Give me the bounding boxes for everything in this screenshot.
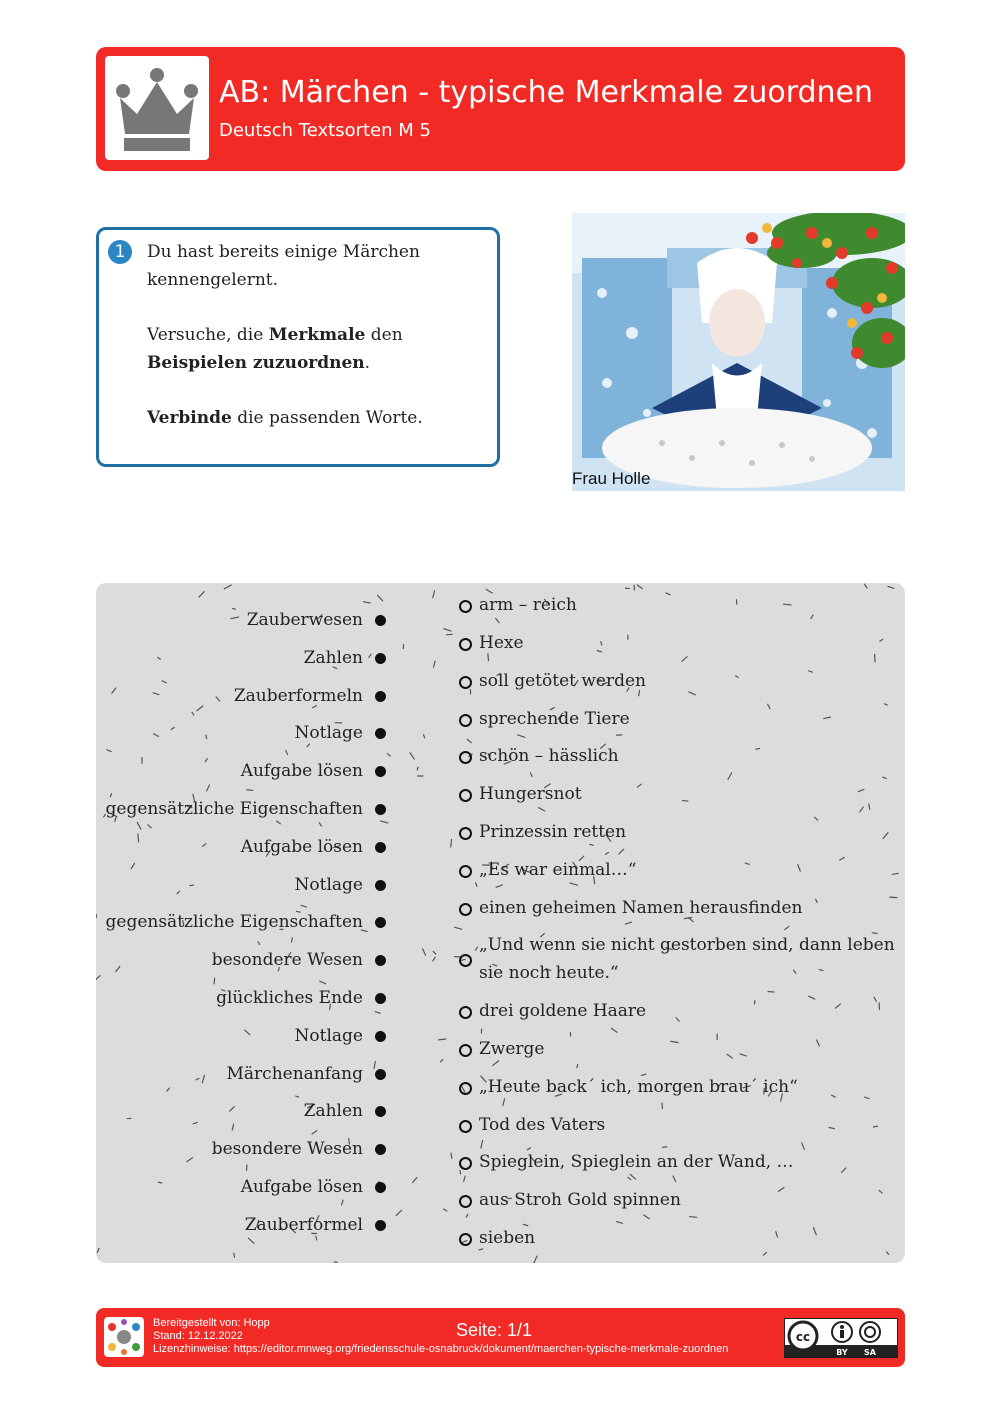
matching-exercise [96, 583, 905, 1263]
cc-license-badge[interactable] [784, 1318, 898, 1358]
feature-label: besondere Wesen [211, 950, 363, 971]
example-connector-dot[interactable] [459, 903, 472, 916]
feature-connector-dot[interactable] [375, 804, 386, 815]
picture-caption: Frau Holle [572, 469, 651, 488]
license-sa-label: SA [864, 1348, 876, 1357]
task-text: den [365, 325, 403, 345]
feature-connector-dot[interactable] [375, 691, 386, 702]
footer-meta [153, 1317, 728, 1356]
date-stamp: Stand: 12.12.2022 [153, 1330, 243, 1342]
example-connector-dot[interactable] [459, 1082, 472, 1095]
frau-holle-illustration [572, 213, 905, 491]
mnweg-logo-icon [104, 1317, 144, 1357]
example-label: einen geheimen Namen herausfinden [479, 898, 803, 918]
example-label: Spieglein, Spieglein an der Wand, … [479, 1152, 794, 1172]
example-label: sprechende Tiere [479, 709, 630, 729]
svg-text:cc: cc [795, 1330, 811, 1344]
example-connector-dot[interactable] [459, 1044, 472, 1057]
mnweg-logo [104, 1317, 144, 1357]
example-connector-dot[interactable] [459, 1157, 472, 1170]
crown-logo [105, 56, 209, 160]
feature-label: gegensätzliche Eigenschaften [105, 799, 363, 819]
task-bold: Beispielen zuzuordnen [147, 353, 365, 373]
task-line-3 [147, 404, 487, 432]
example-connector-dot[interactable] [459, 954, 472, 967]
example-label: sieben [479, 1228, 536, 1248]
example-connector-dot[interactable] [459, 1195, 472, 1208]
example-label: Hexe [479, 633, 524, 653]
task-number: 1 [108, 240, 132, 264]
feature-label: Zauberwesen [246, 610, 363, 630]
feature-connector-dot[interactable] [375, 993, 386, 1004]
license-by-label: BY [836, 1348, 848, 1357]
feature-label: Aufgabe lösen [240, 761, 363, 782]
feature-label: gegensätzliche Eigenschaften [105, 912, 363, 933]
example-connector-dot[interactable] [459, 600, 472, 613]
feature-label: besondere Wesen [211, 1139, 363, 1160]
header-banner [96, 47, 905, 171]
example-label: drei goldene Haare [479, 1001, 647, 1021]
example-label: aus Stroh Gold spinnen [479, 1190, 681, 1210]
page-subtitle: Deutsch Textsorten M 5 [219, 120, 431, 141]
example-connector-dot[interactable] [459, 789, 472, 802]
feature-connector-dot[interactable] [375, 615, 386, 626]
task-instructions [147, 238, 487, 459]
feature-label: Notlage [294, 723, 363, 744]
feature-label: glückliches Ende [216, 988, 363, 1008]
provided-by: Bereitgestellt von: Hopp [153, 1317, 270, 1329]
feature-connector-dot[interactable] [375, 1220, 386, 1231]
example-label: Prinzessin retten [479, 822, 627, 842]
example-connector-dot[interactable] [459, 676, 472, 689]
feature-label: Aufgabe lösen [240, 836, 363, 857]
example-label: „Heute back´ ich, morgen brau´ ich“ [479, 1077, 798, 1097]
feature-connector-dot[interactable] [375, 1069, 386, 1080]
cc-by-sa-icon [785, 1319, 897, 1357]
example-label: Tod des Vaters [479, 1115, 606, 1135]
example-connector-dot[interactable] [459, 751, 472, 764]
feature-label: Märchenanfang [226, 1063, 363, 1084]
task-line-1: Du hast bereits einige Märchen kennengelernt. [147, 242, 420, 290]
feature-connector-dot[interactable] [375, 1182, 386, 1193]
feature-connector-dot[interactable] [375, 653, 386, 664]
feature-label: Notlage [294, 1025, 363, 1046]
example-connector-dot[interactable] [459, 1233, 472, 1246]
task-text: . [364, 353, 371, 373]
example-connector-dot[interactable] [459, 1120, 472, 1133]
page-title: AB: Märchen - typische Merkmale zuordnen [219, 75, 874, 110]
example-connector-dot[interactable] [459, 714, 472, 727]
crown-icon [105, 56, 209, 160]
example-connector-dot[interactable] [459, 827, 472, 840]
example-label: schön – hässlich [479, 746, 619, 766]
feature-connector-dot[interactable] [375, 880, 386, 891]
example-connector-dot[interactable] [459, 638, 472, 651]
example-label: „Es war einmal…“ [479, 860, 637, 880]
example-label: Zwerge [479, 1039, 545, 1059]
example-label: soll getötet werden [479, 671, 647, 691]
example-label: Hungersnot [479, 784, 582, 804]
footer-banner [96, 1308, 905, 1367]
page-number: Seite: 1/1 [456, 1320, 533, 1340]
feature-label: Zahlen [303, 1101, 363, 1122]
task-bold: Merkmale [268, 325, 366, 345]
license-link[interactable]: Lizenzhinweise: https://editor.mnweg.org/friedensschule-osnabruck/dokument/maerchen-typische-merkmale-zuordnen [153, 1343, 729, 1355]
task-line-2 [147, 321, 487, 377]
task-bold: Verbinde [147, 408, 232, 428]
feature-connector-dot[interactable] [375, 1031, 386, 1042]
feature-connector-dot[interactable] [375, 842, 386, 853]
example-connector-dot[interactable] [459, 865, 472, 878]
feature-label: Zauberformel [244, 1214, 363, 1235]
feature-label: Zauberformeln [233, 685, 363, 706]
task-box [96, 227, 500, 467]
task-text: Versuche, die [147, 325, 269, 345]
feature-label: Aufgabe lösen [240, 1177, 363, 1197]
example-connector-dot[interactable] [459, 1006, 472, 1019]
feature-label: Zahlen [303, 647, 363, 668]
example-label: arm – reich [479, 595, 577, 615]
task-text: die passenden Worte. [231, 408, 423, 428]
illustration-drawing [572, 213, 905, 491]
feature-label: Notlage [294, 874, 363, 895]
example-label: „Und wenn sie nicht gestorben sind, dann leben sie noch heute.“ [479, 935, 895, 983]
